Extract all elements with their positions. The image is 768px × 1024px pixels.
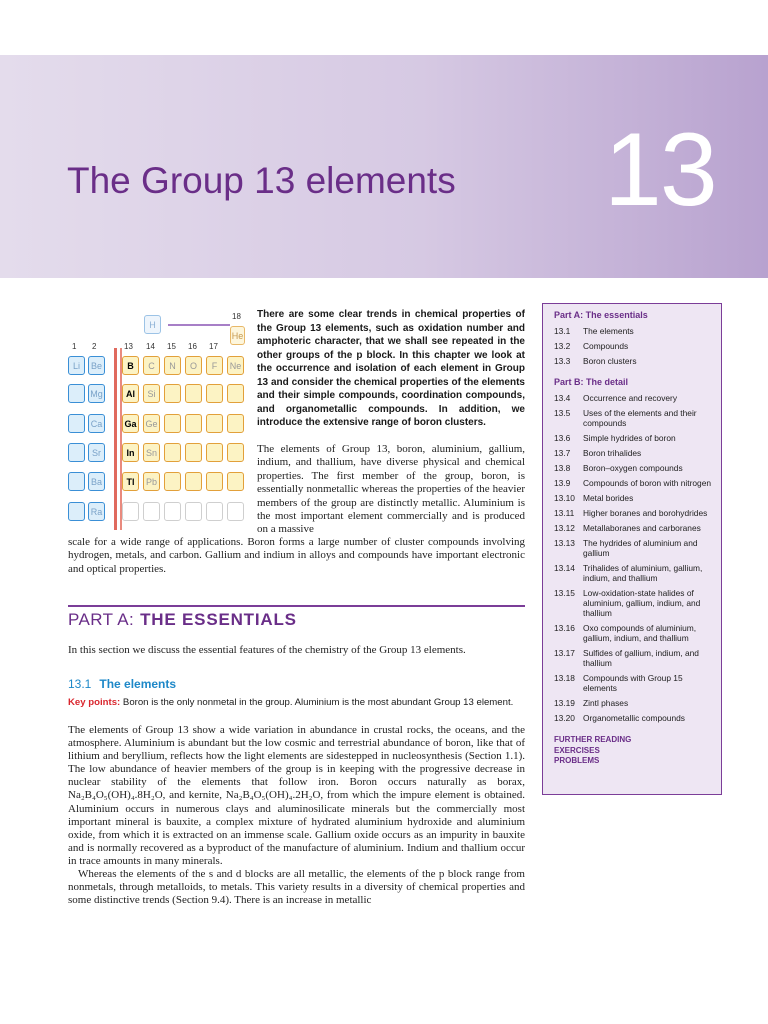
group-label: 17 — [209, 342, 218, 351]
toc-item-number: 13.18 — [554, 673, 575, 683]
toc-item-number: 13.15 — [554, 588, 575, 598]
toc-item-number: 13.6 — [554, 433, 571, 443]
toc-item-title: The hydrides of aluminium and gallium — [583, 538, 698, 558]
chapter-intro-body: The elements of Group 13, boron, aluminium, gallium, indium, and thallium, have diverse physical and chemical properties. The first member of the group, boron, is essentially nonmetallic whereas the properties of the heavier members of the group are distinctly metallic. Aluminium is the most important element commercially and is produced on a massive — [257, 443, 525, 536]
group-label: 2 — [92, 342, 97, 351]
toc-item-title: Compounds with Group 15 elements — [583, 673, 683, 693]
body-paragraph: Whereas the elements of the s and d blocks are all metallic, the elements of the p block range from nonmetals, through metalloids, to metals. This variety results in a diversity of chemical properties and some distinctive trends (Section 9.4). There is an increase in metallic — [68, 868, 525, 907]
element-se — [185, 414, 202, 433]
group-label: 18 — [232, 312, 241, 321]
toc-part-b-list — [554, 393, 713, 723]
element-mc — [164, 502, 181, 521]
element-fl — [143, 502, 160, 521]
toc-item-number: 13.1 — [554, 326, 571, 336]
toc-item-title: Boron–oxygen compounds — [583, 463, 683, 473]
element-br — [206, 414, 223, 433]
toc-item-number: 13.7 — [554, 448, 571, 458]
toc-problems[interactable]: PROBLEMS — [554, 756, 600, 765]
element-pb: Pb — [143, 472, 160, 491]
key-points-text: Boron is the only nonmetal in the group. Aluminium is the most abundant Group 13 element. — [122, 697, 514, 708]
element-xe — [227, 443, 244, 462]
toc-further-reading[interactable]: FURTHER READING — [554, 735, 632, 744]
toc-item-number: 13.13 — [554, 538, 575, 548]
element-si: Si — [143, 384, 160, 403]
element-sn: Sn — [143, 443, 160, 462]
section-number: 13.1 — [68, 677, 92, 691]
toc-item-number: 13.20 — [554, 713, 575, 723]
toc-footer — [554, 735, 713, 767]
toc-exercises[interactable]: EXERCISES — [554, 745, 600, 755]
toc-item[interactable] — [554, 356, 713, 366]
chapter-intro-summary: There are some clear trends in chemical properties of the Group 13 elements, such as oxidation number and amphoteric character, that we shall see repeated in the other groups of the p block. In this chapter we look at the occurrence and isolation of each element in Group 13 and consider the chemical properties of the elements and their simple compounds, coordination compounds, and organometallic compounds. In addition, we introduce the extensive range of boron clusters. — [257, 309, 525, 428]
element-at — [206, 472, 223, 491]
element-ca: Ca — [88, 414, 105, 433]
toc-item-title: Higher boranes and borohydrides — [583, 508, 708, 518]
chapter-intro-body-continued: scale for a wide range of applications. Boron forms a large number of cluster compounds involving hydrogen, metals, and carbon. Gallium and indium in alloys and compounds have important electronic and optical properties. — [68, 536, 525, 575]
toc-part-a-heading[interactable]: Part A: The essentials — [554, 310, 648, 320]
toc-item[interactable] — [554, 408, 713, 428]
group-label: 15 — [167, 342, 176, 351]
key-points-label: Key points: — [68, 697, 121, 708]
toc-item[interactable] — [554, 478, 713, 488]
toc-item-title: The elements — [583, 326, 634, 336]
element-s — [185, 384, 202, 403]
toc-item-title: Compounds of boron with nitrogen — [583, 478, 712, 488]
toc-item[interactable] — [554, 713, 713, 723]
element-cl — [206, 384, 223, 403]
element-rn — [227, 472, 244, 491]
element-ar — [227, 384, 244, 403]
section-body — [68, 724, 525, 907]
toc-item[interactable] — [554, 493, 713, 503]
element-og — [227, 502, 244, 521]
part-divider — [68, 605, 525, 607]
toc-item-title: Boron clusters — [583, 356, 637, 366]
toc-item[interactable] — [554, 698, 713, 708]
element-be: Be — [88, 356, 105, 375]
toc-part-b-heading[interactable]: Part B: The detail — [554, 377, 629, 387]
element-mg: Mg — [88, 384, 105, 403]
toc-item[interactable] — [554, 648, 713, 668]
toc-item-number: 13.9 — [554, 478, 571, 488]
toc-item[interactable] — [554, 563, 713, 583]
element-lv — [185, 502, 202, 521]
toc-item[interactable] — [554, 588, 713, 618]
toc-item[interactable] — [554, 341, 713, 351]
toc-item-number: 13.10 — [554, 493, 575, 503]
toc-item[interactable] — [554, 523, 713, 533]
group-label: 16 — [188, 342, 197, 351]
toc-item-title: Uses of the elements and their compounds — [583, 408, 697, 428]
toc-item-number: 13.4 — [554, 393, 571, 403]
toc-item-title: Compounds — [583, 341, 629, 351]
toc-item-number: 13.16 — [554, 623, 575, 633]
toc-item-number: 13.12 — [554, 523, 575, 533]
toc-item[interactable] — [554, 623, 713, 643]
key-points — [68, 697, 538, 708]
toc-item-title: Trihalides of aluminium, gallium, indium, and thallium — [583, 563, 703, 583]
element-ts — [206, 502, 223, 521]
element-tl: Tl — [122, 472, 139, 491]
toc-item-number: 13.2 — [554, 341, 571, 351]
element-f: F — [206, 356, 223, 375]
element-b: B — [122, 356, 139, 375]
group-13-marker — [114, 348, 117, 530]
toc-item-title: Simple hydrides of boron — [583, 433, 676, 443]
element-fr — [68, 502, 85, 521]
toc-item[interactable] — [554, 508, 713, 518]
element-i — [206, 443, 223, 462]
toc-item-number: 13.3 — [554, 356, 571, 366]
element-al: Al — [122, 384, 139, 403]
element-he: He — [230, 326, 245, 345]
toc-item-title: Boron trihalides — [583, 448, 642, 458]
part-a-prefix: PART A: — [68, 610, 135, 629]
element-p — [164, 384, 181, 403]
element-cs — [68, 472, 85, 491]
element-k — [68, 414, 85, 433]
body-paragraph: The elements of Group 13 show a wide variation in abundance in crustal rocks, the oceans, and the atmosphere. Aluminium is abundant but the low cosmic and terrestrial abundance of boron, like that of lithium and beryllium, reflects how the light elements are sidestepped in nucleosynthesis (Section 1.1). The low abundance of heavier members of the group is in keeping with the progressive decrease in nuclear stability of the elements that follow iron. Boron occurs naturally as borax, Na₂B₄O₅(OH)₄.8H₂O, and kernite, Na₂B₄O₅(OH)₄.2H₂O, from which the impure element is obtained. Aluminium occurs in numerous clays and aluminosilicate minerals but the commercially most important mineral is bauxite, a complex mixture of hydrated aluminium hydroxide and aluminium oxide, from which it is extracted on an immense scale. Gallium oxide occurs as an impurity in bauxite and is normally recovered as a byproduct of the manufacture of aluminium. Indium and thallium occur in trace amounts in many minerals. — [68, 724, 525, 867]
toc-item[interactable] — [554, 393, 713, 403]
element-o: O — [185, 356, 202, 375]
element-nh — [122, 502, 139, 521]
toc-item-number: 13.14 — [554, 563, 575, 573]
element-c: C — [143, 356, 160, 375]
toc-item-number: 13.17 — [554, 648, 575, 658]
chapter-number: 13 — [604, 112, 716, 228]
element-n: N — [164, 356, 181, 375]
toc-item-number: 13.5 — [554, 408, 571, 418]
element-te — [185, 443, 202, 462]
toc-item[interactable] — [554, 538, 713, 558]
toc-item-title: Zintl phases — [583, 698, 629, 708]
chapter-contents-box — [542, 303, 722, 795]
part-a-title: THE ESSENTIALS — [140, 610, 297, 629]
element-na — [68, 384, 85, 403]
element-ra: Ra — [88, 502, 105, 521]
toc-item[interactable] — [554, 448, 713, 458]
element-in: In — [122, 443, 139, 462]
element-bi — [164, 472, 181, 491]
element-h: H — [144, 315, 161, 334]
toc-item-number: 13.11 — [554, 508, 575, 518]
element-po — [185, 472, 202, 491]
element-sb — [164, 443, 181, 462]
element-ne: Ne — [227, 356, 244, 375]
toc-item-title: Oxo compounds of aluminium, gallium, indium, and thallium — [583, 623, 697, 643]
section-heading — [68, 677, 176, 691]
element-sr: Sr — [88, 443, 105, 462]
group-label: 13 — [124, 342, 133, 351]
element-li: Li — [68, 356, 85, 375]
toc-item-title: Organometallic compounds — [583, 713, 685, 723]
toc-item-number: 13.19 — [554, 698, 575, 708]
element-as — [164, 414, 181, 433]
group-label: 14 — [146, 342, 155, 351]
toc-item-title: Metal borides — [583, 493, 634, 503]
element-rb — [68, 443, 85, 462]
group-label: 1 — [72, 342, 77, 351]
periodic-table-figure — [62, 310, 252, 535]
toc-item[interactable] — [554, 433, 713, 443]
element-ba: Ba — [88, 472, 105, 491]
part-a-heading — [68, 610, 297, 630]
chapter-title: The Group 13 elements — [67, 160, 456, 201]
hydrogen-helium-connector — [168, 324, 230, 326]
toc-item-title: Occurrence and recovery — [583, 393, 678, 403]
element-ga: Ga — [122, 414, 139, 433]
part-a-intro: In this section we discuss the essential features of the chemistry of the Group 13 elements. — [68, 644, 466, 656]
toc-item[interactable] — [554, 673, 713, 693]
toc-item-title: Low-oxidation-state halides of aluminium, gallium, indium, and thallium — [583, 588, 701, 618]
group-13-marker — [120, 348, 122, 530]
element-kr — [227, 414, 244, 433]
section-title: The elements — [99, 677, 177, 691]
toc-item-title: Metallaboranes and carboranes — [583, 523, 701, 533]
toc-item-number: 13.8 — [554, 463, 571, 473]
toc-item[interactable] — [554, 463, 713, 473]
toc-item-title: Sulfides of gallium, indium, and thallium — [583, 648, 699, 668]
toc-part-a-list — [554, 326, 713, 366]
toc-item[interactable] — [554, 326, 713, 336]
element-ge: Ge — [143, 414, 160, 433]
